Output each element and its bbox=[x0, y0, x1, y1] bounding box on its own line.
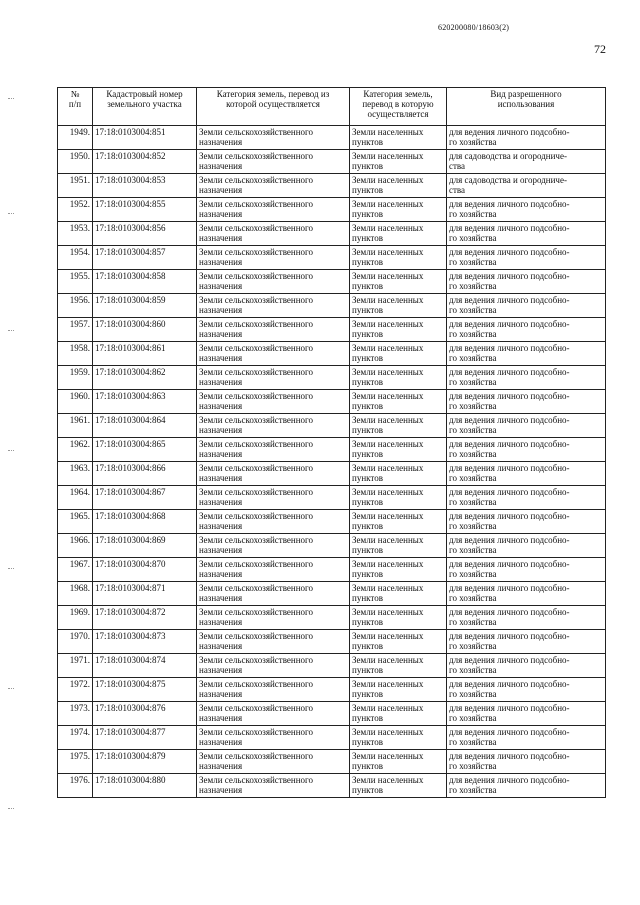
cadastral-number-cell: 17:18:0103004:871 bbox=[93, 582, 197, 606]
cadastral-number-cell: 17:18:0103004:852 bbox=[93, 150, 197, 174]
row-number-cell: 1953. bbox=[58, 222, 93, 246]
cadastral-number-cell: 17:18:0103004:872 bbox=[93, 606, 197, 630]
cadastral-number-cell: 17:18:0103004:863 bbox=[93, 390, 197, 414]
row-number-cell: 1960. bbox=[58, 390, 93, 414]
table-body bbox=[58, 126, 606, 798]
permitted-use-cell: для ведения личного подсобно- го хозяйства bbox=[447, 366, 606, 390]
column-header-category-to: Категория земель, перевод в которую осуществляется bbox=[350, 88, 447, 126]
cadastral-number-cell: 17:18:0103004:879 bbox=[93, 750, 197, 774]
category-to-cell: Земли населенных пунктов bbox=[350, 702, 447, 726]
cadastral-number-cell: 17:18:0103004:864 bbox=[93, 414, 197, 438]
category-from-cell: Земли сельскохозяйственного назначения bbox=[197, 606, 350, 630]
table-row bbox=[58, 702, 606, 726]
permitted-use-cell: для ведения личного подсобно- го хозяйства bbox=[447, 678, 606, 702]
table-row bbox=[58, 246, 606, 270]
row-number-cell: 1959. bbox=[58, 366, 93, 390]
permitted-use-cell: для ведения личного подсобно- го хозяйства bbox=[447, 342, 606, 366]
row-number-cell: 1951. bbox=[58, 174, 93, 198]
permitted-use-cell: для ведения личного подсобно- го хозяйства bbox=[447, 390, 606, 414]
permitted-use-cell: для ведения личного подсобно- го хозяйства bbox=[447, 222, 606, 246]
category-from-cell: Земли сельскохозяйственного назначения bbox=[197, 438, 350, 462]
category-to-cell: Земли населенных пунктов bbox=[350, 750, 447, 774]
row-number-cell: 1969. bbox=[58, 606, 93, 630]
row-number-cell: 1958. bbox=[58, 342, 93, 366]
category-from-cell: Земли сельскохозяйственного назначения bbox=[197, 390, 350, 414]
category-from-cell: Земли сельскохозяйственного назначения bbox=[197, 486, 350, 510]
category-from-cell: Земли сельскохозяйственного назначения bbox=[197, 198, 350, 222]
permitted-use-cell: для ведения личного подсобно- го хозяйства bbox=[447, 462, 606, 486]
cadastral-number-cell: 17:18:0103004:875 bbox=[93, 678, 197, 702]
category-to-cell: Земли населенных пунктов bbox=[350, 486, 447, 510]
category-from-cell: Земли сельскохозяйственного назначения bbox=[197, 366, 350, 390]
margin-scan-mark bbox=[8, 568, 14, 570]
row-number-cell: 1968. bbox=[58, 582, 93, 606]
category-from-cell: Земли сельскохозяйственного назначения bbox=[197, 294, 350, 318]
permitted-use-cell: для ведения личного подсобно- го хозяйства bbox=[447, 606, 606, 630]
table-row bbox=[58, 438, 606, 462]
category-to-cell: Земли населенных пунктов bbox=[350, 774, 447, 798]
permitted-use-cell: для садоводства и огородниче- ства bbox=[447, 174, 606, 198]
category-to-cell: Земли населенных пунктов bbox=[350, 270, 447, 294]
table-row bbox=[58, 174, 606, 198]
category-from-cell: Земли сельскохозяйственного назначения bbox=[197, 630, 350, 654]
cadastral-number-cell: 17:18:0103004:859 bbox=[93, 294, 197, 318]
category-from-cell: Земли сельскохозяйственного назначения bbox=[197, 510, 350, 534]
cadastral-number-cell: 17:18:0103004:874 bbox=[93, 654, 197, 678]
table-row bbox=[58, 654, 606, 678]
row-number-cell: 1952. bbox=[58, 198, 93, 222]
cadastral-number-cell: 17:18:0103004:851 bbox=[93, 126, 197, 150]
cadastral-number-cell: 17:18:0103004:857 bbox=[93, 246, 197, 270]
permitted-use-cell: для ведения личного подсобно- го хозяйства bbox=[447, 630, 606, 654]
category-to-cell: Земли населенных пунктов bbox=[350, 150, 447, 174]
table-row bbox=[58, 486, 606, 510]
category-to-cell: Земли населенных пунктов bbox=[350, 678, 447, 702]
cadastral-number-cell: 17:18:0103004:866 bbox=[93, 462, 197, 486]
permitted-use-cell: для ведения личного подсобно- го хозяйства bbox=[447, 270, 606, 294]
category-from-cell: Земли сельскохозяйственного назначения bbox=[197, 702, 350, 726]
permitted-use-cell: для ведения личного подсобно- го хозяйства bbox=[447, 318, 606, 342]
permitted-use-cell: для ведения личного подсобно- го хозяйства bbox=[447, 750, 606, 774]
permitted-use-cell: для ведения личного подсобно- го хозяйства bbox=[447, 198, 606, 222]
category-from-cell: Земли сельскохозяйственного назначения bbox=[197, 126, 350, 150]
table-row bbox=[58, 462, 606, 486]
row-number-cell: 1971. bbox=[58, 654, 93, 678]
cadastral-number-cell: 17:18:0103004:860 bbox=[93, 318, 197, 342]
table-row bbox=[58, 150, 606, 174]
category-from-cell: Земли сельскохозяйственного назначения bbox=[197, 534, 350, 558]
row-number-cell: 1973. bbox=[58, 702, 93, 726]
permitted-use-cell: для ведения личного подсобно- го хозяйства bbox=[447, 246, 606, 270]
table-row bbox=[58, 582, 606, 606]
row-number-cell: 1955. bbox=[58, 270, 93, 294]
cadastral-number-cell: 17:18:0103004:880 bbox=[93, 774, 197, 798]
margin-scan-mark bbox=[8, 688, 14, 690]
table-row bbox=[58, 606, 606, 630]
row-number-cell: 1961. bbox=[58, 414, 93, 438]
category-from-cell: Земли сельскохозяйственного назначения bbox=[197, 150, 350, 174]
cadastral-number-cell: 17:18:0103004:873 bbox=[93, 630, 197, 654]
category-to-cell: Земли населенных пунктов bbox=[350, 246, 447, 270]
table-header bbox=[58, 88, 606, 126]
document-registration-number: 620200080/18603(2) bbox=[438, 23, 510, 32]
category-from-cell: Земли сельскохозяйственного назначения bbox=[197, 774, 350, 798]
margin-scan-mark bbox=[8, 98, 14, 100]
table-row bbox=[58, 414, 606, 438]
category-to-cell: Земли населенных пунктов bbox=[350, 414, 447, 438]
category-from-cell: Земли сельскохозяйственного назначения bbox=[197, 222, 350, 246]
permitted-use-cell: для ведения личного подсобно- го хозяйства bbox=[447, 534, 606, 558]
category-from-cell: Земли сельскохозяйственного назначения bbox=[197, 582, 350, 606]
row-number-cell: 1967. bbox=[58, 558, 93, 582]
category-to-cell: Земли населенных пунктов bbox=[350, 582, 447, 606]
row-number-cell: 1965. bbox=[58, 510, 93, 534]
category-to-cell: Земли населенных пунктов bbox=[350, 510, 447, 534]
category-from-cell: Земли сельскохозяйственного назначения bbox=[197, 414, 350, 438]
table-row bbox=[58, 510, 606, 534]
row-number-cell: 1957. bbox=[58, 318, 93, 342]
cadastral-number-cell: 17:18:0103004:853 bbox=[93, 174, 197, 198]
category-to-cell: Земли населенных пунктов bbox=[350, 318, 447, 342]
category-from-cell: Земли сельскохозяйственного назначения bbox=[197, 270, 350, 294]
table-row bbox=[58, 222, 606, 246]
row-number-cell: 1950. bbox=[58, 150, 93, 174]
table-row bbox=[58, 198, 606, 222]
category-from-cell: Земли сельскохозяйственного назначения bbox=[197, 246, 350, 270]
row-number-cell: 1956. bbox=[58, 294, 93, 318]
row-number-cell: 1966. bbox=[58, 534, 93, 558]
cadastral-number-cell: 17:18:0103004:870 bbox=[93, 558, 197, 582]
row-number-cell: 1974. bbox=[58, 726, 93, 750]
row-number-cell: 1962. bbox=[58, 438, 93, 462]
table-row bbox=[58, 294, 606, 318]
row-number-cell: 1949. bbox=[58, 126, 93, 150]
table-row bbox=[58, 390, 606, 414]
table-row bbox=[58, 342, 606, 366]
row-number-cell: 1954. bbox=[58, 246, 93, 270]
category-to-cell: Земли населенных пунктов bbox=[350, 126, 447, 150]
category-from-cell: Земли сельскохозяйственного назначения bbox=[197, 726, 350, 750]
row-number-cell: 1972. bbox=[58, 678, 93, 702]
cadastral-number-cell: 17:18:0103004:867 bbox=[93, 486, 197, 510]
permitted-use-cell: для ведения личного подсобно- го хозяйства bbox=[447, 294, 606, 318]
margin-scan-mark bbox=[8, 330, 14, 332]
category-to-cell: Земли населенных пунктов bbox=[350, 390, 447, 414]
cadastral-number-cell: 17:18:0103004:869 bbox=[93, 534, 197, 558]
permitted-use-cell: для ведения личного подсобно- го хозяйства bbox=[447, 558, 606, 582]
column-header-category-from: Категория земель, перевод из которой осуществляется bbox=[197, 88, 350, 126]
permitted-use-cell: для ведения личного подсобно- го хозяйства bbox=[447, 486, 606, 510]
page-number: 72 bbox=[594, 42, 606, 56]
table-row bbox=[58, 678, 606, 702]
table-row bbox=[58, 750, 606, 774]
category-to-cell: Земли населенных пунктов bbox=[350, 342, 447, 366]
category-from-cell: Земли сельскохозяйственного назначения bbox=[197, 654, 350, 678]
category-to-cell: Земли населенных пунктов bbox=[350, 726, 447, 750]
table-row bbox=[58, 630, 606, 654]
row-number-cell: 1975. bbox=[58, 750, 93, 774]
permitted-use-cell: для ведения личного подсобно- го хозяйства bbox=[447, 774, 606, 798]
permitted-use-cell: для ведения личного подсобно- го хозяйства bbox=[447, 726, 606, 750]
table-row bbox=[58, 774, 606, 798]
margin-scan-mark bbox=[8, 213, 14, 215]
cadastral-number-cell: 17:18:0103004:877 bbox=[93, 726, 197, 750]
cadastral-number-cell: 17:18:0103004:862 bbox=[93, 366, 197, 390]
category-to-cell: Земли населенных пунктов bbox=[350, 222, 447, 246]
permitted-use-cell: для ведения личного подсобно- го хозяйства bbox=[447, 582, 606, 606]
permitted-use-cell: для ведения личного подсобно- го хозяйства bbox=[447, 126, 606, 150]
permitted-use-cell: для ведения личного подсобно- го хозяйства bbox=[447, 414, 606, 438]
header-row bbox=[58, 88, 606, 126]
margin-scan-mark bbox=[8, 450, 14, 452]
table-row bbox=[58, 726, 606, 750]
category-to-cell: Земли населенных пунктов bbox=[350, 294, 447, 318]
category-to-cell: Земли населенных пунктов bbox=[350, 198, 447, 222]
cadastral-number-cell: 17:18:0103004:865 bbox=[93, 438, 197, 462]
table-row bbox=[58, 558, 606, 582]
cadastral-number-cell: 17:18:0103004:856 bbox=[93, 222, 197, 246]
category-from-cell: Земли сельскохозяйственного назначения bbox=[197, 678, 350, 702]
category-from-cell: Земли сельскохозяйственного назначения bbox=[197, 462, 350, 486]
table-row bbox=[58, 366, 606, 390]
column-header-cadastral-number: Кадастровый номер земельного участка bbox=[93, 88, 197, 126]
margin-scan-mark bbox=[8, 808, 14, 810]
permitted-use-cell: для ведения личного подсобно- го хозяйства bbox=[447, 654, 606, 678]
table-row bbox=[58, 318, 606, 342]
category-to-cell: Земли населенных пунктов bbox=[350, 606, 447, 630]
permitted-use-cell: для ведения личного подсобно- го хозяйства bbox=[447, 510, 606, 534]
table-row bbox=[58, 126, 606, 150]
permitted-use-cell: для ведения личного подсобно- го хозяйства bbox=[447, 702, 606, 726]
table-row bbox=[58, 270, 606, 294]
row-number-cell: 1964. bbox=[58, 486, 93, 510]
permitted-use-cell: для ведения личного подсобно- го хозяйства bbox=[447, 438, 606, 462]
category-to-cell: Земли населенных пунктов bbox=[350, 438, 447, 462]
category-to-cell: Земли населенных пунктов bbox=[350, 558, 447, 582]
cadastral-number-cell: 17:18:0103004:868 bbox=[93, 510, 197, 534]
permitted-use-cell: для садоводства и огородниче- ства bbox=[447, 150, 606, 174]
land-plots-table bbox=[57, 87, 606, 798]
row-number-cell: 1976. bbox=[58, 774, 93, 798]
category-from-cell: Земли сельскохозяйственного назначения bbox=[197, 342, 350, 366]
category-to-cell: Земли населенных пунктов bbox=[350, 174, 447, 198]
category-to-cell: Земли населенных пунктов bbox=[350, 534, 447, 558]
category-to-cell: Земли населенных пунктов bbox=[350, 654, 447, 678]
column-header-number: № п/п bbox=[58, 88, 93, 126]
category-from-cell: Земли сельскохозяйственного назначения bbox=[197, 174, 350, 198]
category-from-cell: Земли сельскохозяйственного назначения bbox=[197, 558, 350, 582]
category-to-cell: Земли населенных пунктов bbox=[350, 366, 447, 390]
row-number-cell: 1970. bbox=[58, 630, 93, 654]
category-to-cell: Земли населенных пунктов bbox=[350, 630, 447, 654]
cadastral-number-cell: 17:18:0103004:861 bbox=[93, 342, 197, 366]
cadastral-number-cell: 17:18:0103004:855 bbox=[93, 198, 197, 222]
category-from-cell: Земли сельскохозяйственного назначения bbox=[197, 318, 350, 342]
cadastral-number-cell: 17:18:0103004:876 bbox=[93, 702, 197, 726]
row-number-cell: 1963. bbox=[58, 462, 93, 486]
column-header-permitted-use: Вид разрешенного использования bbox=[447, 88, 606, 126]
table-row bbox=[58, 534, 606, 558]
category-from-cell: Земли сельскохозяйственного назначения bbox=[197, 750, 350, 774]
cadastral-number-cell: 17:18:0103004:858 bbox=[93, 270, 197, 294]
category-to-cell: Земли населенных пунктов bbox=[350, 462, 447, 486]
